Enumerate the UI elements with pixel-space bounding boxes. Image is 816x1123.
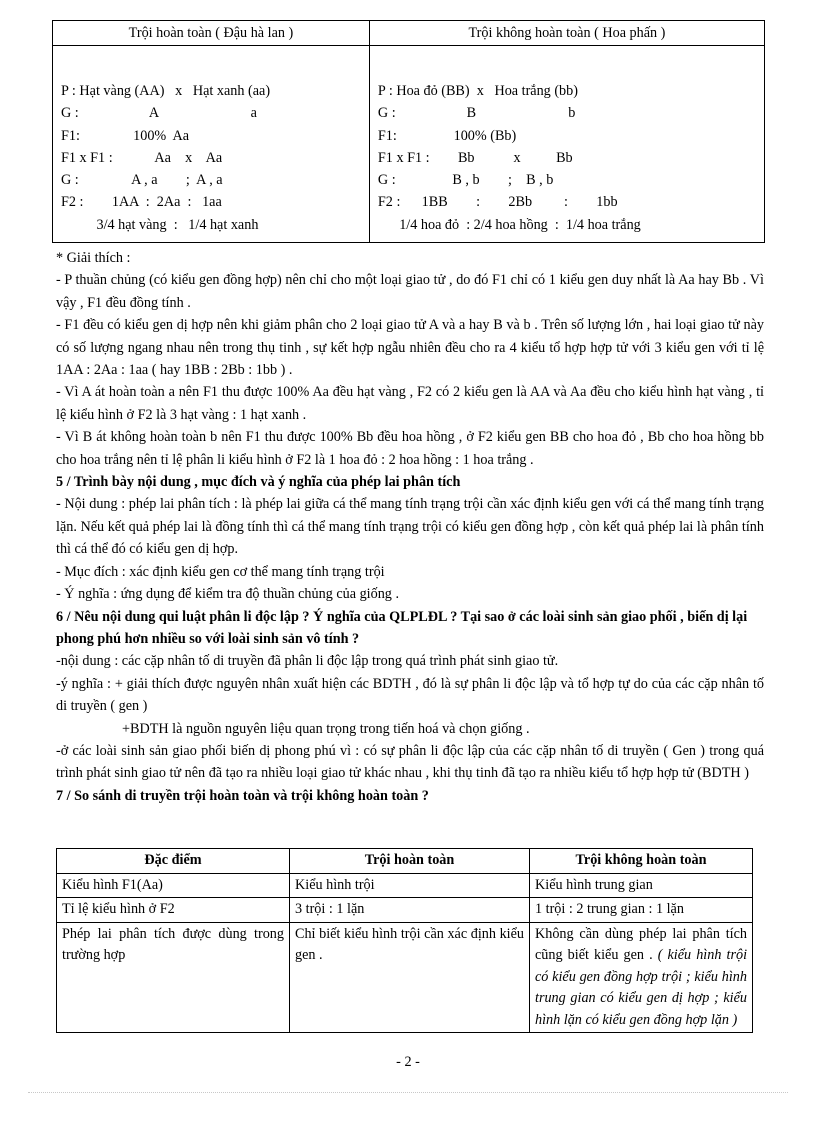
q5-content: - Nội dung : phép lai phân tích : là phép lai giữa cá thể mang tính trạng trội cần xác định kiểu gen với cá thể mang tính trạng lặn. Nếu kết quả phép lai là đồng tính thì cá thể mang tính trạng trội có kiểu gen đồng hợp , còn kết quả phép lai là phân tính thì cá thể đó có kiểu gen dị hợp. <box>56 496 764 558</box>
question-5-heading: 5 / Trình bày nội dung , mục đích và ý nghĩa của phép lai phân tích <box>56 474 461 491</box>
italic-note: ( kiểu hình trội có kiểu gen đồng hợp trội ; kiểu hình trung gian có kiểu gen dị hợp ; kiểu hình lặn có kiểu gen đồng hợp lặn ) <box>535 947 748 1028</box>
cross-line: F1: 100% Aa <box>61 127 190 144</box>
cross-line: F2 : 1AA : 2Aa : 1aa <box>61 194 222 211</box>
cross-line: G : B , b ; B , b <box>377 172 554 189</box>
explanation-paragraph: - Vì B át không hoàn toàn b nên F1 thu được 100% Bb đều hoa hồng , ở F2 kiểu gen BB cho hoa đỏ , Bb cho hoa hồng bb cho hoa trắng nên tỉ lệ phân li kiểu hình ở F2 là 1 hoa đỏ : 2 hoa hồng : 1 hoa trắng . <box>56 429 764 468</box>
table-cell: Kiểu hình F1(Aa) <box>57 873 290 898</box>
cross-line: G : A a <box>61 105 257 122</box>
cross-line: F1: 100% (Bb) <box>377 127 517 144</box>
table-cell: Kiểu hình trội <box>290 873 530 898</box>
column-header: Trội hoàn toàn <box>290 849 530 874</box>
comparison-table <box>56 848 753 1033</box>
explanation-paragraph: - Vì A át hoàn toàn a nên F1 thu được 100% Aa đều hạt vàng , F2 có 2 kiểu gen là AA và Aa đều cho kiểu hình hạt vàng , tỉ lệ kiểu hình ở F2 là 3 hạt vàng : 1 hạt xanh . <box>56 384 764 423</box>
q6-content: -nội dung : các cặp nhân tố di truyền đã phân li độc lập trong quá trình phát sinh giao tử. <box>56 653 559 670</box>
table-row <box>57 898 753 923</box>
document-body <box>56 247 764 807</box>
q6-reason: -ở các loài sinh sản giao phối biến dị phong phú vì : có sự phân li độc lập của các cặp nhân tố di truyền ( Gen ) trong quá trình phát sinh giao tử nên đã tạo ra nhiều loại giao tử khác nhau , khi thụ tinh đã tạo ra nhiều kiểu tổ hợp hợp tử (BDTH ) <box>56 742 764 782</box>
table-cell <box>530 922 753 1033</box>
cell-text: Không cần dùng phép lai phân tích cũng biết kiểu gen . <box>535 925 747 963</box>
genetics-cross-table <box>52 20 765 243</box>
header-complete-dominance: Trội hoàn toàn ( Đậu hà lan ) <box>53 21 370 46</box>
table-cell: 1 trội : 2 trung gian : 1 lặn <box>530 898 753 923</box>
page-number: - 2 - <box>396 1054 420 1070</box>
header-incomplete-dominance: Trội không hoàn toàn ( Hoa phấn ) <box>369 21 764 46</box>
cross-line: 1/4 hoa đỏ : 2/4 hoa hồng : 1/4 hoa trắng <box>377 216 641 233</box>
q5-purpose: - Mục đích : xác định kiểu gen cơ thể mang tính trạng trội <box>56 563 385 580</box>
page-divider <box>28 1092 788 1093</box>
question-6-heading: 6 / Nêu nội dung qui luật phân li độc lập ? Ý nghĩa của QLPLĐL ? Tại sao ở các loài sinh sản giao phối , biến dị lại phong phú hơn nhiều so với loài sinh sản vô tính ? <box>56 608 748 647</box>
incomplete-dominance-cross <box>369 46 764 243</box>
table-row <box>57 873 753 898</box>
q5-meaning: - Ý nghĩa : ứng dụng để kiểm tra độ thuần chủng của giống . <box>56 586 399 603</box>
cross-line: F1 x F1 : Aa x Aa <box>61 149 223 166</box>
table-cell: Chỉ biết kiểu hình trội cần xác định kiểu gen . <box>290 922 530 1033</box>
cross-line: 3/4 hạt vàng : 1/4 hạt xanh <box>61 216 259 233</box>
q6-meaning: -ý nghĩa : + giải thích được nguyên nhân xuất hiện các BDTH , đó là sự phân li độc lập và tổ hợp tự do của các cặp nhân tố di truyền ( gen ) <box>56 675 764 715</box>
table-cell: Kiểu hình trung gian <box>530 873 753 898</box>
q6-meaning-2: +BDTH là nguồn nguyên liệu quan trọng trong tiến hoá và chọn giống . <box>122 720 530 737</box>
cross-line: G : B b <box>377 105 576 122</box>
cross-line: P : Hạt vàng (AA) x Hạt xanh (aa) <box>61 83 271 99</box>
table-cell: 3 trội : 1 lặn <box>290 898 530 923</box>
cross-line: F1 x F1 : Bb x Bb <box>377 149 573 166</box>
explanation-paragraph: - P thuần chủng (có kiểu gen đồng hợp) nên chỉ cho một loại giao tử , do đó F1 chỉ có 1 kiểu gen duy nhất là Aa hay Bb . Vì vậy , F1 đều đồng tính . <box>56 272 764 311</box>
cross-line: F2 : 1BB : 2Bb : 1bb <box>377 194 618 211</box>
complete-dominance-cross <box>53 46 370 243</box>
cross-line: P : Hoa đỏ (BB) x Hoa trắng (bb) <box>377 83 578 99</box>
table-row <box>57 922 753 1033</box>
column-header: Đặc điểm <box>57 849 290 874</box>
explanation-paragraph: - F1 đều có kiểu gen dị hợp nên khi giảm phân cho 2 loại giao tử A và a hay B và b . Trên số lượng lớn , hai loại giao tử này có số lượng ngang nhau nên trong thụ tinh , sự kết hợp ngẫu nhiên đều cho ra 4 kiểu tổ hợp hợp tử với 3 kiểu gen với tỉ lệ 1AA : 2Aa : 1aa ( hay 1BB : 2Bb : 1bb ) . <box>56 317 764 379</box>
question-7-heading: 7 / So sánh di truyền trội hoàn toàn và trội không hoàn toàn ? <box>56 787 429 804</box>
cross-line: G : A , a ; A , a <box>61 172 223 189</box>
explanation-title: * Giải thích : <box>56 250 131 266</box>
column-header: Trội không hoàn toàn <box>530 849 753 874</box>
table-cell: Phép lai phân tích được dùng trong trường hợp <box>57 922 290 1033</box>
table-cell: Tỉ lệ kiểu hình ở F2 <box>57 898 290 923</box>
